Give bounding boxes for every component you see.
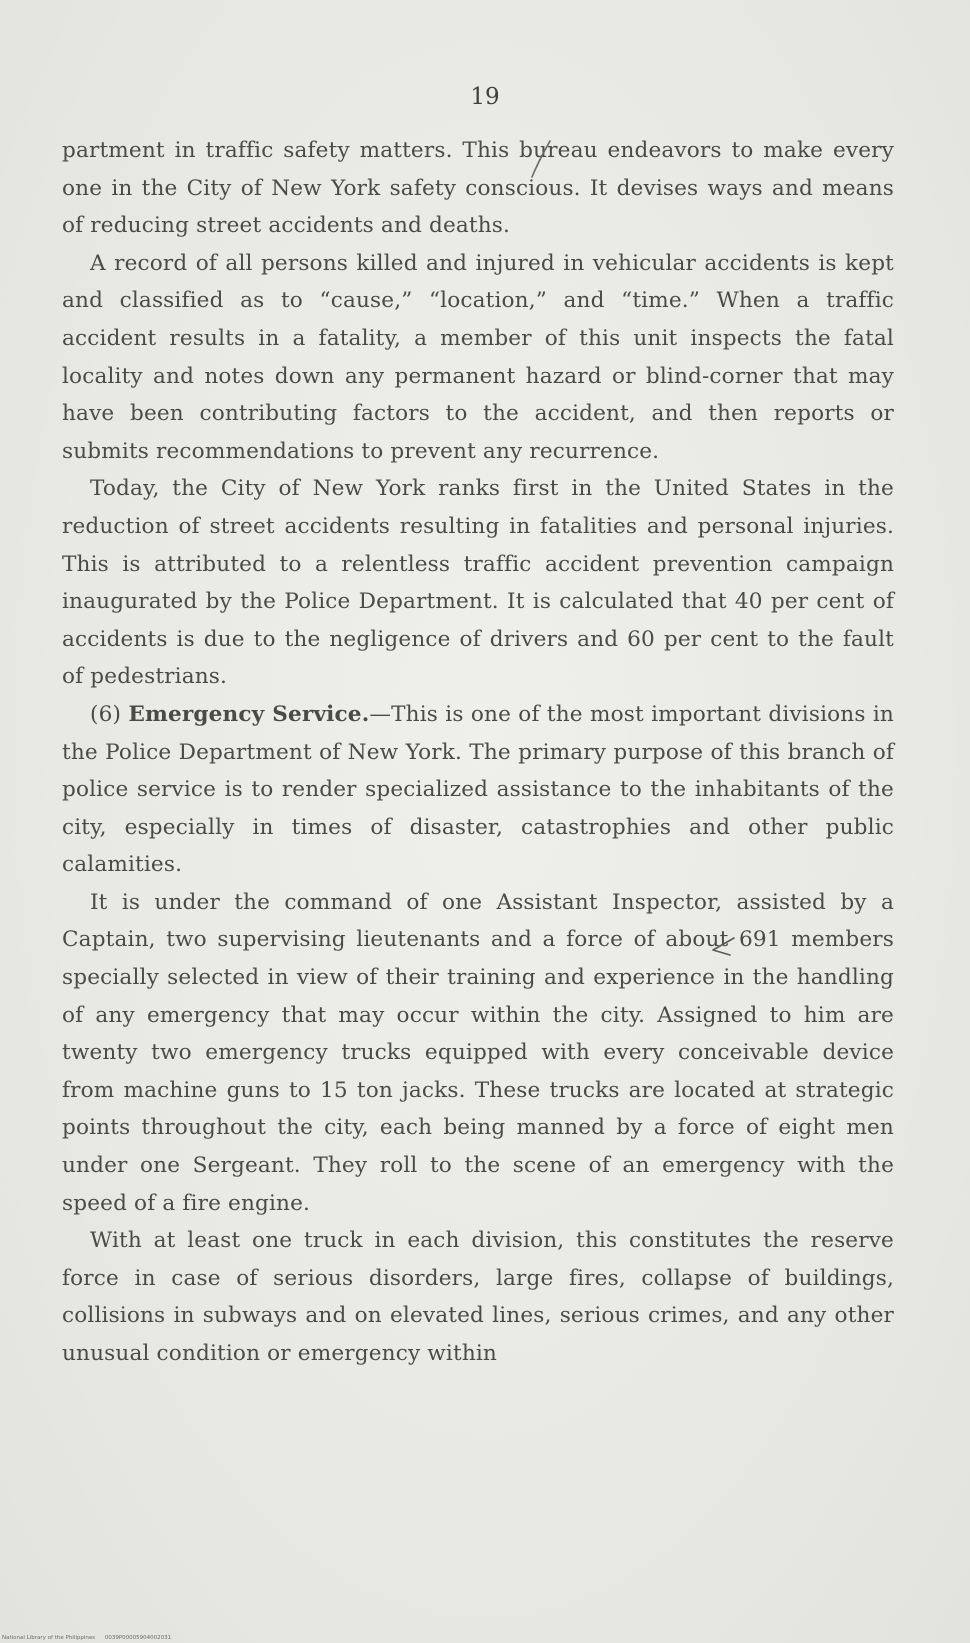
paragraph-traffic-bureau: partment in traffic safety matters. This bureau endeavors to make every one in the City of New York safety conscious. It devises ways and means of reducing street accidents and deaths. [62, 138, 894, 239]
paragraph-emergency-service [62, 696, 894, 884]
paragraph-accident-reduction: Today, the City of New York ranks first in the United States in the reduction of street accidents resulting in fatalities and personal injuries. This is attributed to a relentless traffic accident prevention campaign inaugurated by the Police Department. It is calculated that 40 per cent of accidents is due to the negligence of drivers and 60 per cent to the fault of pedestrians. [62, 476, 894, 690]
footer-credit [2, 1635, 179, 1641]
page-number: 19 [470, 84, 500, 110]
section-heading: Emergency Service. [128, 701, 370, 727]
footer-identifier: 0039P00005904002031 [104, 1635, 172, 1641]
paragraph-command-structure: It is under the command of one Assistant Inspector, assisted by a Captain, two supervising lieutenants and a force of about 691 members specially selected in view of their training and experience in the handling of any emergency that may occur within the city. Assigned to him are twenty two emergency trucks equipped with every conceivable device from machine guns to 15 ton jacks. These trucks are located at strategic points throughout the city, each being manned by a force of eight men under one Sergeant. They roll to the scene of an emergency with the speed of a fire engine. [62, 889, 894, 1216]
paragraph-reserve-force: With at least one truck in each division, this constitutes the reserve force in case of serious disorders, large fires, collapse of buildings, collisions in subways and on elevated lines, serious crimes, and any other unusual condition or emergency within [62, 1228, 894, 1366]
body-text [62, 132, 894, 1373]
paragraph-accident-records: A record of all persons killed and injured in vehicular accidents is kept and classified as to “cause,” “location,” and “time.” When a traffic accident results in a fatality, a member of this unit inspects the fatal locality and notes down any permanent hazard or blind-corner that may have been contributing factors to the accident, and then reports or submits recommendations to prevent any recurrence. [62, 250, 894, 464]
section-text: —This is one of the most important divisions in the Police Department of New York. The primary purpose of this branch of police service is to render specialized assistance to the inhabitants of the city, especially in times of disaster, catastrophies and other public calamities. [62, 701, 894, 878]
footer-institution: National Library of the Philippines [2, 1635, 96, 1641]
section-number: (6) [90, 701, 122, 727]
